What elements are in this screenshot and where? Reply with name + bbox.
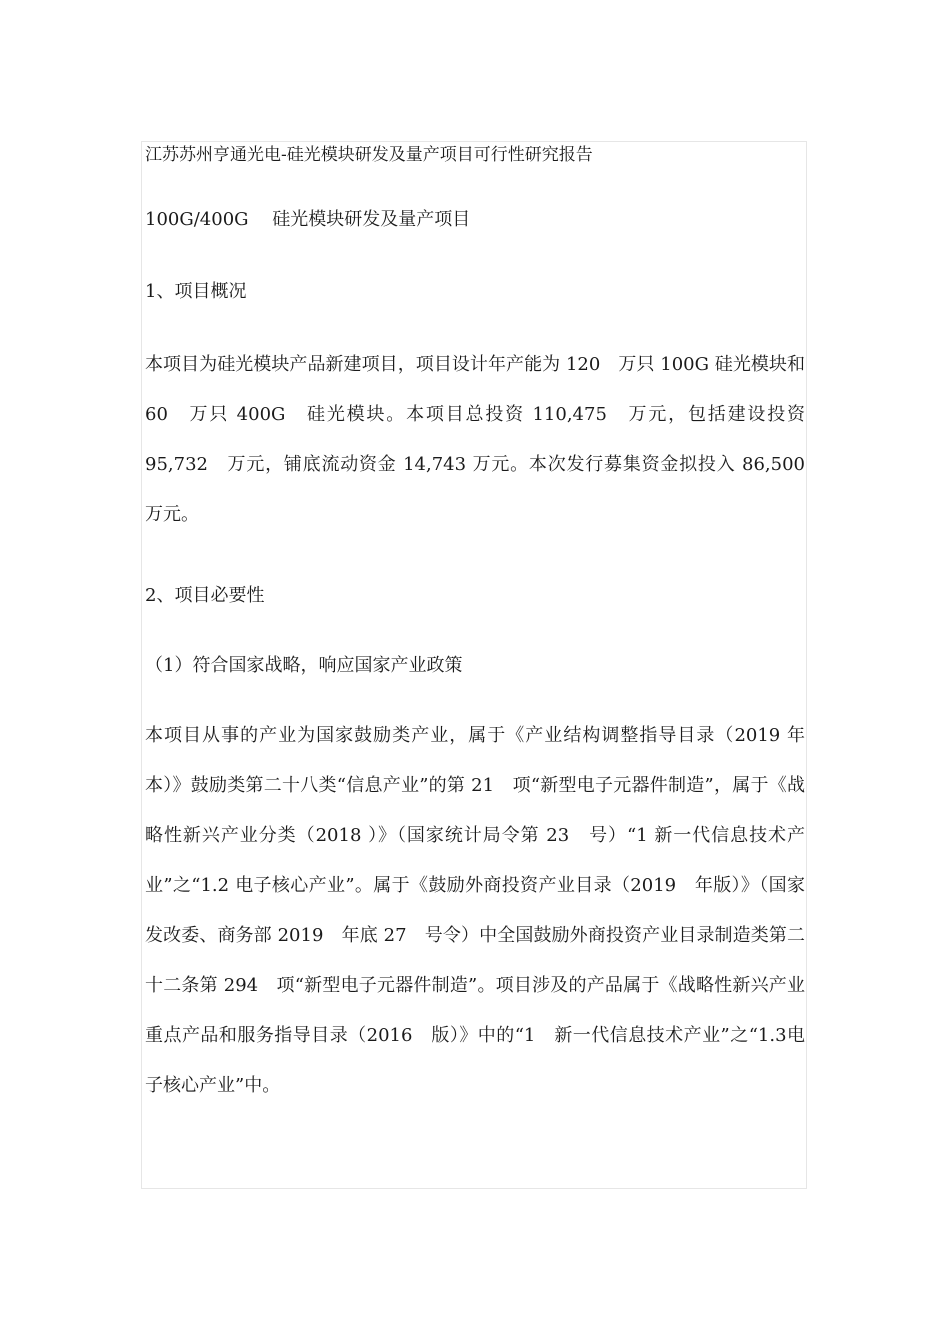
project-name: 100G/400G 硅光模块研发及量产项目 [145, 209, 471, 230]
overview-paragraph: 本项目为硅光模块产品新建项目，项目设计年产能为 120 万只 100G 硅光模块和 60 万只 400G 硅光模块。本项目总投资 110,475 万元，包括建设投资 95,732 万元，铺底流动资金 14,743 万元。本次发行募集资金拟投入 86,500 万元。 [145, 354, 823, 525]
document-title: 江苏苏州亨通光电-硅光模块研发及量产项目可行性研究报告 [145, 145, 593, 165]
section-heading-overview: 1、项目概况 [145, 281, 247, 302]
subsection-heading-national-strategy: （1）符合国家战略，响应国家产业政策 [145, 655, 463, 676]
document-body [145, 143, 823, 1111]
section-heading-necessity: 2、项目必要性 [145, 585, 265, 606]
national-strategy-paragraph: 本项目从事的产业为国家鼓励类产业，属于《产业结构调整指导目录（2019 年本）》鼓励类第二十八类“信息产业”的第 21 项“新型电子元器件制造”，属于《战略性新兴产业分类（2018 ）》（国家统计局令第 23 号）“1 新一代信息技术产业”之“1.2 电子核心产业”。属于《鼓励外商投资产业目录（2019 年版）》（国家发改委、商务部 2019 年底 27 号令）中全国鼓励外商投资产业目录制造类第二十二条第 294 项“新型电子元器件制造”。项目涉及的产品属于《战略性新兴产业重点产品和服务指导目录（2016 版）》中的“1 新一代信息技术产业”之“1.3电子核心产业”中。 [145, 725, 805, 1096]
